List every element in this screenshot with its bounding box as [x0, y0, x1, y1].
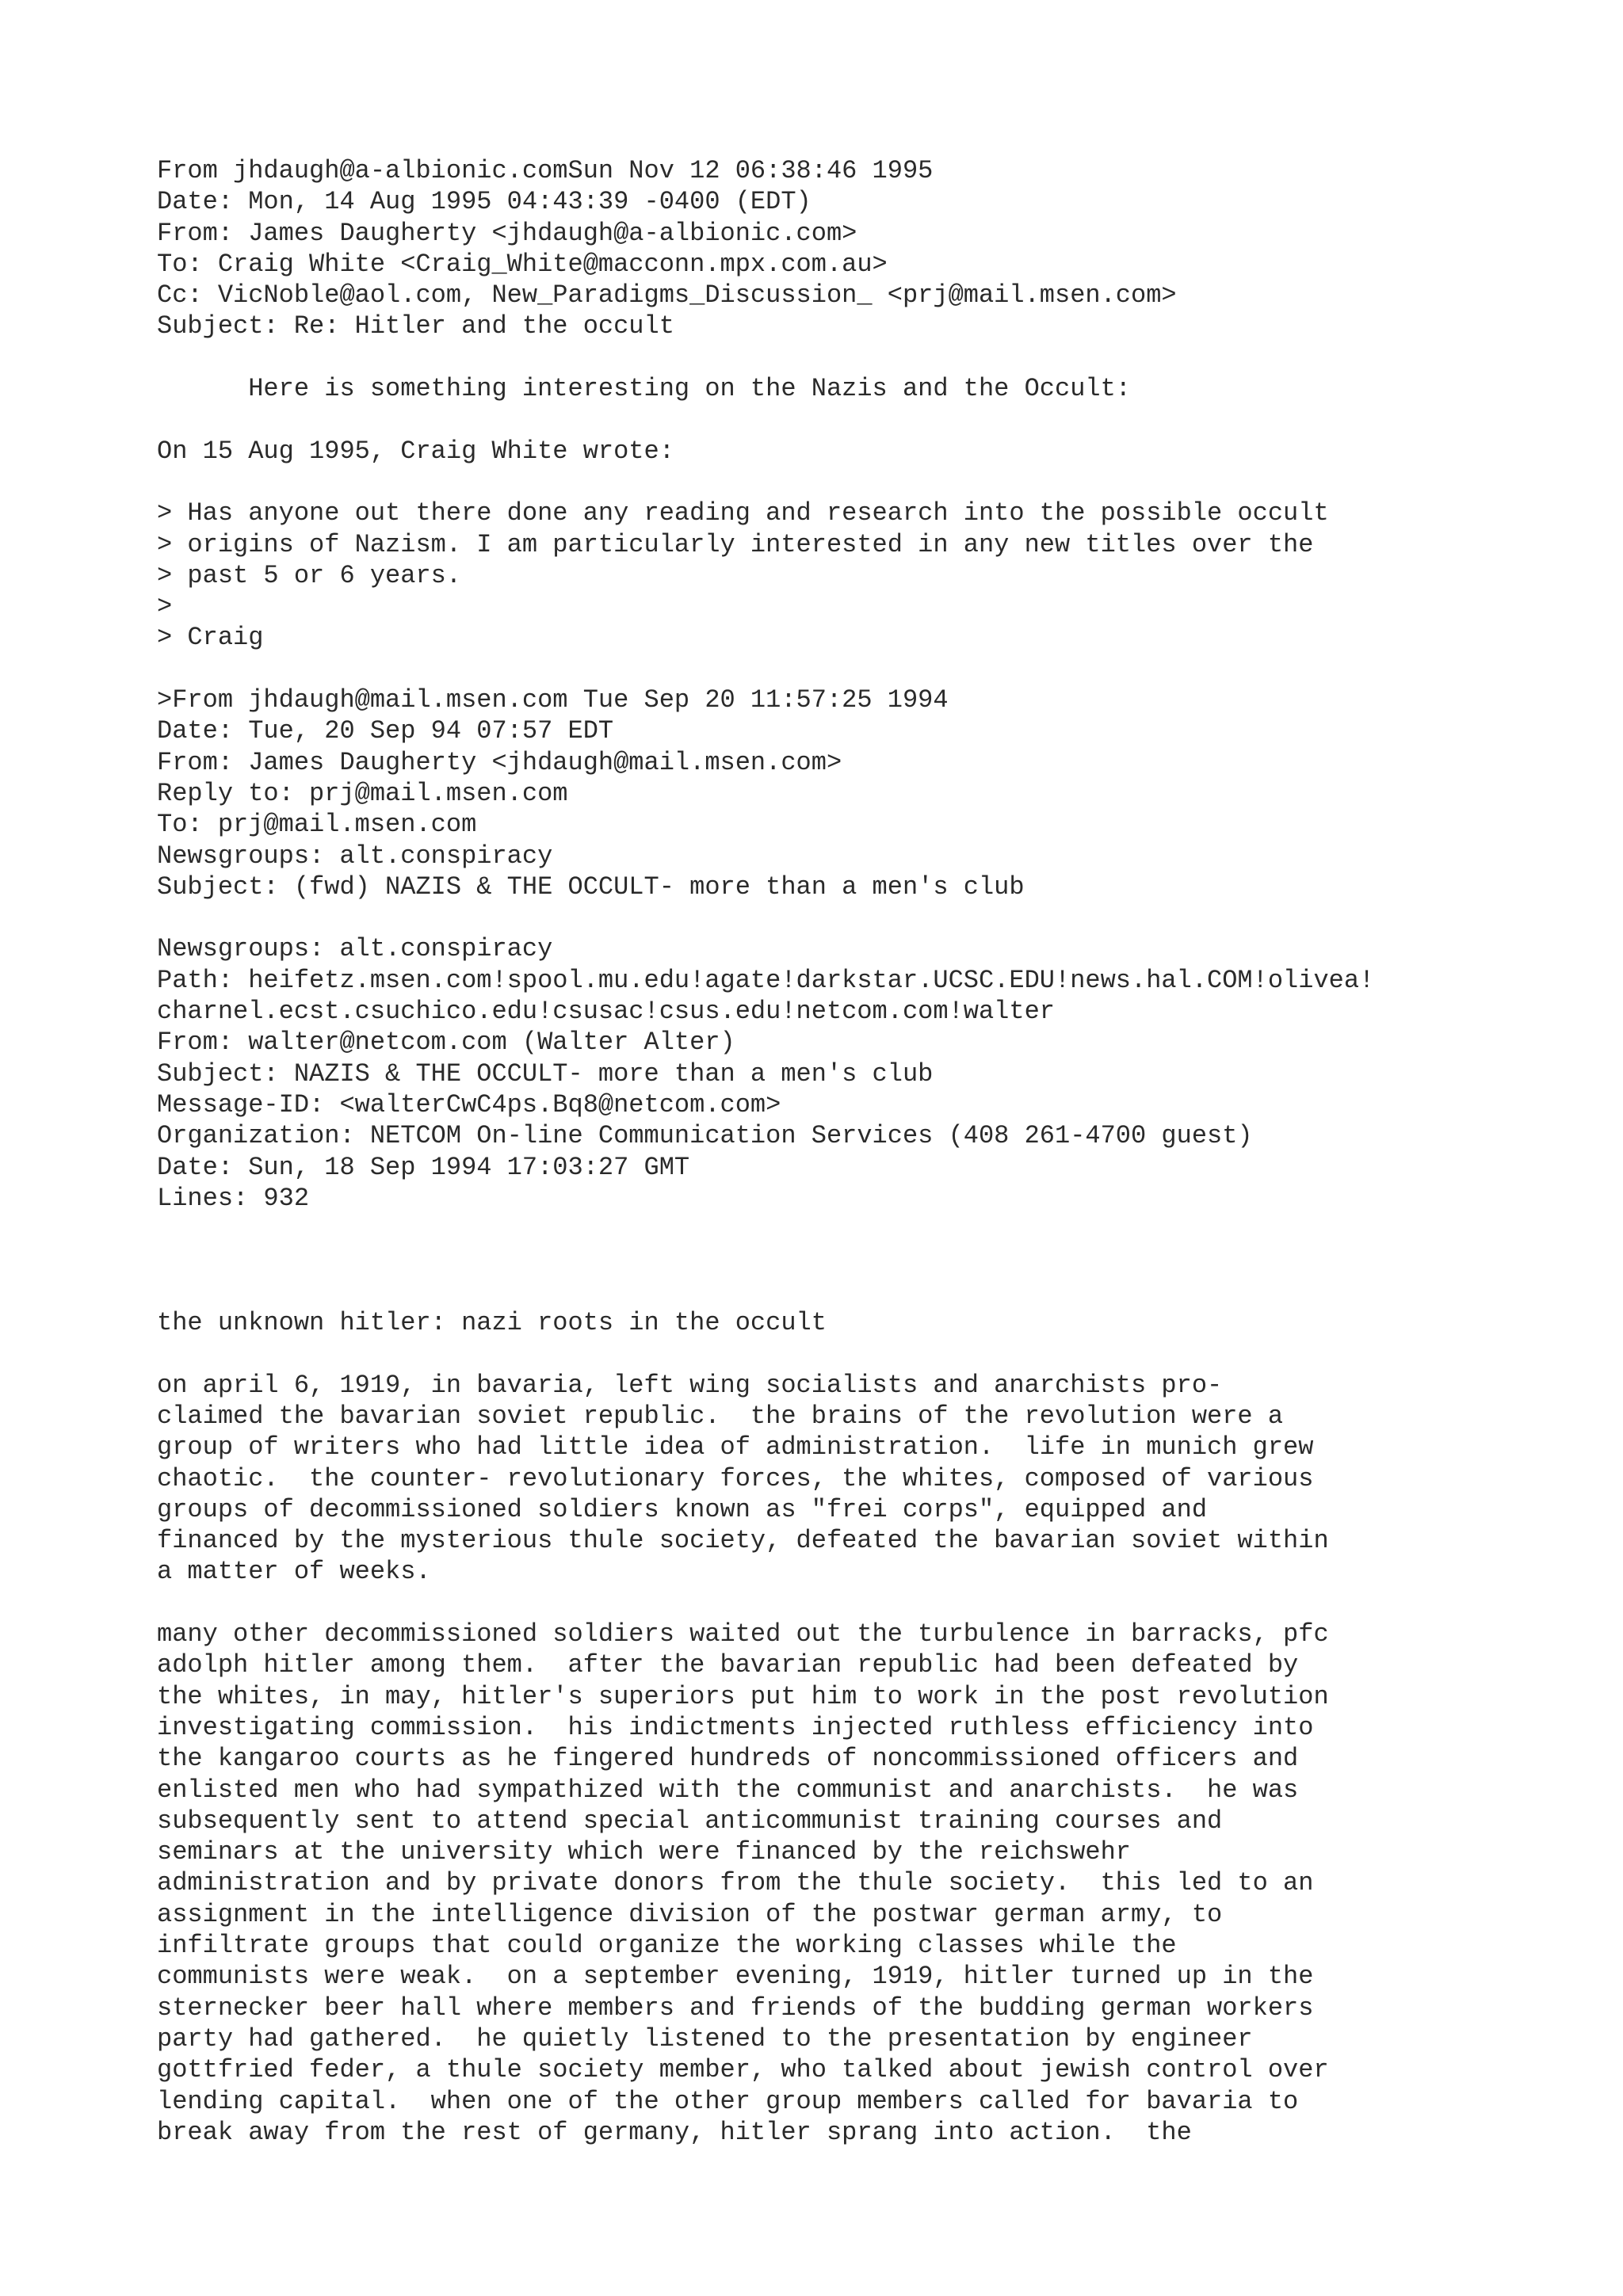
paragraph-line: groups of decommissioned soldiers known as "frei corps", equipped and	[157, 1494, 1208, 1524]
paragraph-line: assignment in the intelligence division of the postwar german army, to	[157, 1899, 1223, 1929]
forward-header-line: >From jhdaugh@mail.msen.com Tue Sep 20 11:57:25 1994	[157, 685, 949, 715]
paragraph-line: investigating commission. his indictments injected ruthless efficiency into	[157, 1712, 1314, 1742]
forward-header-line: To: prj@mail.msen.com	[157, 810, 477, 840]
usenet-header-line: Organization: NETCOM On-line Communication Services (408 261-4700 guest)	[157, 1121, 1253, 1151]
paragraph-line: the kangaroo courts as he fingered hundreds of noncommissioned officers and	[157, 1744, 1299, 1774]
quoted-line: > past 5 or 6 years.	[157, 560, 462, 590]
usenet-header-line: charnel.ecst.csuchico.edu!csusac!csus.edu!netcom.com!walter	[157, 997, 1055, 1027]
paragraph-line: infiltrate groups that could organize the working classes while the	[157, 1931, 1177, 1961]
paragraph-line: gottfried feder, a thule society member, who talked about jewish control over	[157, 2055, 1329, 2085]
header-line: Subject: Re: Hitler and the occult	[157, 311, 674, 341]
paragraph-line: communists were weak. on a september evening, 1919, hitler turned up in the	[157, 1962, 1314, 1992]
forward-header-line: Date: Tue, 20 Sep 94 07:57 EDT	[157, 716, 614, 746]
quoted-message	[157, 498, 1599, 653]
paragraph-line: break away from the rest of germany, hitler sprang into action. the	[157, 2117, 1192, 2147]
paragraph-line: chaotic. the counter- revolutionary forces, the whites, composed of various	[157, 1463, 1314, 1493]
paragraph-line: administration and by private donors from the thule society. this led to an	[157, 1868, 1314, 1898]
paragraph-line: group of writers who had little idea of administration. life in munich grew	[157, 1432, 1314, 1463]
header-line: From jhdaugh@a-albionic.comSun Nov 12 06:38:46 1995	[157, 156, 934, 185]
header-line: To: Craig White <Craig_White@macconn.mpx.com.au>	[157, 249, 888, 279]
paragraph-line: a matter of weeks.	[157, 1557, 431, 1587]
paragraph-line: lending capital. when one of the other group members called for bavaria to	[157, 2086, 1299, 2116]
forward-header-line: Reply to: prj@mail.msen.com	[157, 778, 568, 808]
quoted-line: > Has anyone out there done any reading and research into the possible occult	[157, 498, 1329, 528]
usenet-header-line: Lines: 932	[157, 1183, 310, 1213]
paragraph-line: on april 6, 1919, in bavaria, left wing socialists and anarchists pro-	[157, 1370, 1223, 1400]
usenet-header-line: Subject: NAZIS & THE OCCULT- more than a men's club	[157, 1058, 934, 1089]
email-document	[157, 155, 1599, 2148]
paragraph-line: the whites, in may, hitler's superiors put him to work in the post revolution	[157, 1681, 1329, 1711]
paragraph-line: adolph hitler among them. after the bavarian republic had been defeated by	[157, 1650, 1299, 1680]
paragraph-line: claimed the bavarian soviet republic. the brains of the revolution were a	[157, 1401, 1284, 1431]
usenet-header-line: Message-ID: <walterCwC4ps.Bq8@netcom.com>	[157, 1089, 781, 1119]
paragraph-line: seminars at the university which were financed by the reichswehr	[157, 1837, 1131, 1867]
header-line: Cc: VicNoble@aol.com, New_Paradigms_Discussion_ <prj@mail.msen.com>	[157, 280, 1177, 311]
usenet-header-line: Date: Sun, 18 Sep 1994 17:03:27 GMT	[157, 1152, 690, 1182]
header-line: Date: Mon, 14 Aug 1995 04:43:39 -0400 (EDT)	[157, 187, 812, 217]
paragraph-line: party had gathered. he quietly listened to the presentation by engineer	[157, 2023, 1253, 2054]
article-title: the unknown hitler: nazi roots in the occult	[157, 1308, 827, 1338]
paragraph-line: enlisted men who had sympathized with the communist and anarchists. he was	[157, 1775, 1299, 1805]
usenet-header-line: Path: heifetz.msen.com!spool.mu.edu!agate!darkstar.UCSC.EDU!news.hal.COM!olivea!	[157, 965, 1375, 995]
usenet-header	[157, 933, 1599, 1214]
forward-header-line: Newsgroups: alt.conspiracy	[157, 841, 553, 871]
paragraph-line: many other decommissioned soldiers waited out the turbulence in barracks, pfc	[157, 1619, 1329, 1650]
article-paragraph-1	[157, 1370, 1599, 1588]
intro-line: Here is something interesting on the Nazis and the Occult:	[157, 374, 1131, 404]
usenet-header-line: Newsgroups: alt.conspiracy	[157, 934, 553, 964]
email-header	[157, 155, 1599, 342]
usenet-header-line: From: walter@netcom.com (Walter Alter)	[157, 1028, 735, 1058]
quoted-line: >	[157, 592, 173, 622]
forwarded-header	[157, 685, 1599, 902]
paragraph-line: financed by the mysterious thule society, defeated the bavarian soviet within	[157, 1526, 1329, 1556]
paragraph-line: subsequently sent to attend special anticommunist training courses and	[157, 1806, 1223, 1836]
header-line: From: James Daugherty <jhdaugh@a-albionic.com>	[157, 218, 857, 248]
forward-header-line: From: James Daugherty <jhdaugh@mail.msen.com>	[157, 747, 842, 777]
quoted-line: > Craig	[157, 623, 264, 653]
attribution-line: On 15 Aug 1995, Craig White wrote:	[157, 436, 674, 466]
quoted-line: > origins of Nazism. I am particularly interested in any new titles over the	[157, 529, 1314, 559]
forward-header-line: Subject: (fwd) NAZIS & THE OCCULT- more than a men's club	[157, 871, 1025, 902]
paragraph-line: sternecker beer hall where members and friends of the budding german workers	[157, 1993, 1314, 2023]
article-paragraph-2	[157, 1619, 1599, 2148]
